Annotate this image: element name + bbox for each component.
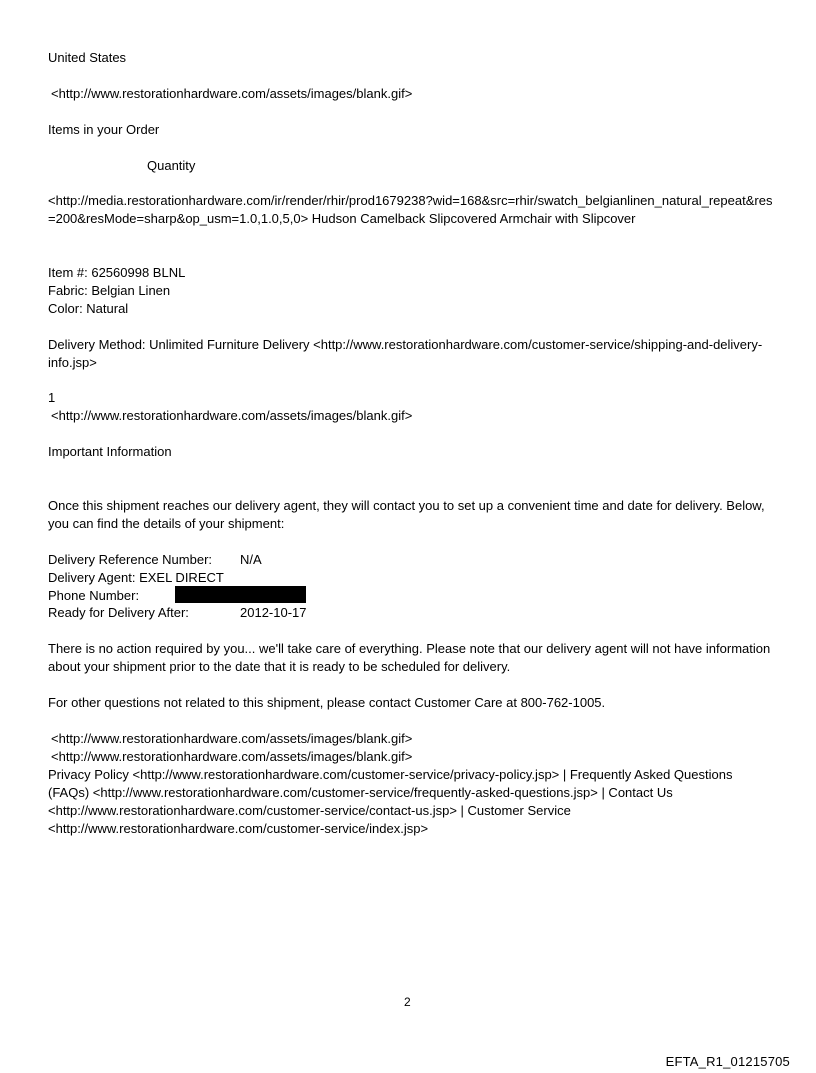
footer-image-url-2: <http://www.restorationhardware.com/assets/images/blank.gif>	[51, 749, 413, 764]
ready-for-delivery-label: Ready for Delivery After:	[48, 605, 189, 620]
delivery-method: Delivery Method: Unlimited Furniture Delivery <http://www.restorationhardware.com/customer-service/shipping-and-delivery-info.jsp>	[48, 337, 763, 370]
important-intro: Once this shipment reaches our delivery agent, they will contact you to set up a convenient time and date for delivery. Below, you can find the details of your shipment:	[48, 498, 765, 531]
item-fabric: Fabric: Belgian Linen	[48, 283, 171, 298]
delivery-agent-value: EXEL DIRECT	[139, 570, 224, 585]
phone-number-row	[48, 587, 139, 605]
important-heading: Important Information	[48, 444, 172, 459]
phone-number-label: Phone Number:	[48, 588, 140, 603]
ready-for-delivery-row	[48, 604, 307, 622]
other-questions-text: For other questions not related to this shipment, please contact Customer Care at 800-762-1005.	[48, 695, 606, 710]
spacer-image-url: <http://www.restorationhardware.com/assets/images/blank.gif>	[51, 408, 413, 423]
country-text: United States	[48, 50, 127, 65]
delivery-reference-row	[48, 551, 262, 569]
document-id: EFTA_R1_01215705	[665, 1054, 790, 1069]
delivery-reference-value: N/A	[240, 552, 262, 567]
delivery-reference-label: Delivery Reference Number:	[48, 552, 213, 567]
delivery-agent-label: Delivery Agent:	[48, 570, 136, 585]
no-action-text: There is no action required by you... we'll take care of everything. Please note that our delivery agent will not have information about your shipment prior to the date that it is ready to be scheduled for delivery.	[48, 641, 771, 674]
phone-number-redaction	[175, 586, 306, 603]
delivery-agent-row	[48, 569, 224, 587]
product-link-and-name: <http://media.restorationhardware.com/ir/render/rhir/prod1679238?wid=168&src=rhir/swatch_belgianlinen_natural_repeat&res=200&resMode=sharp&op_usm=1.0,1.0,5,0> Hudson Camelback Slipcovered Armchair with Slipcover	[48, 193, 773, 226]
items-heading: Items in your Order	[48, 122, 160, 137]
page-number: 2	[404, 995, 411, 1009]
ready-for-delivery-value: 2012-10-17	[240, 605, 307, 620]
quantity-value: 1	[48, 390, 56, 405]
footer-image-url-1: <http://www.restorationhardware.com/assets/images/blank.gif>	[51, 731, 413, 746]
footer-links: Privacy Policy <http://www.restorationhardware.com/customer-service/privacy-policy.jsp> | Frequently Asked Questions (FAQs) <http://www.restorationhardware.com/customer-service/frequently-asked-questions.jsp> | Contact Us <http://www.restorationhardware.com/customer-service/contact-us.jsp> | Customer Service <http://www.restorationhardware.com/customer-service/index.jsp>	[48, 767, 733, 836]
item-number: Item #: 62560998 BLNL	[48, 265, 186, 280]
item-color: Color: Natural	[48, 301, 129, 316]
header-image-url: <http://www.restorationhardware.com/assets/images/blank.gif>	[51, 86, 413, 101]
quantity-header: Quantity	[147, 158, 196, 173]
